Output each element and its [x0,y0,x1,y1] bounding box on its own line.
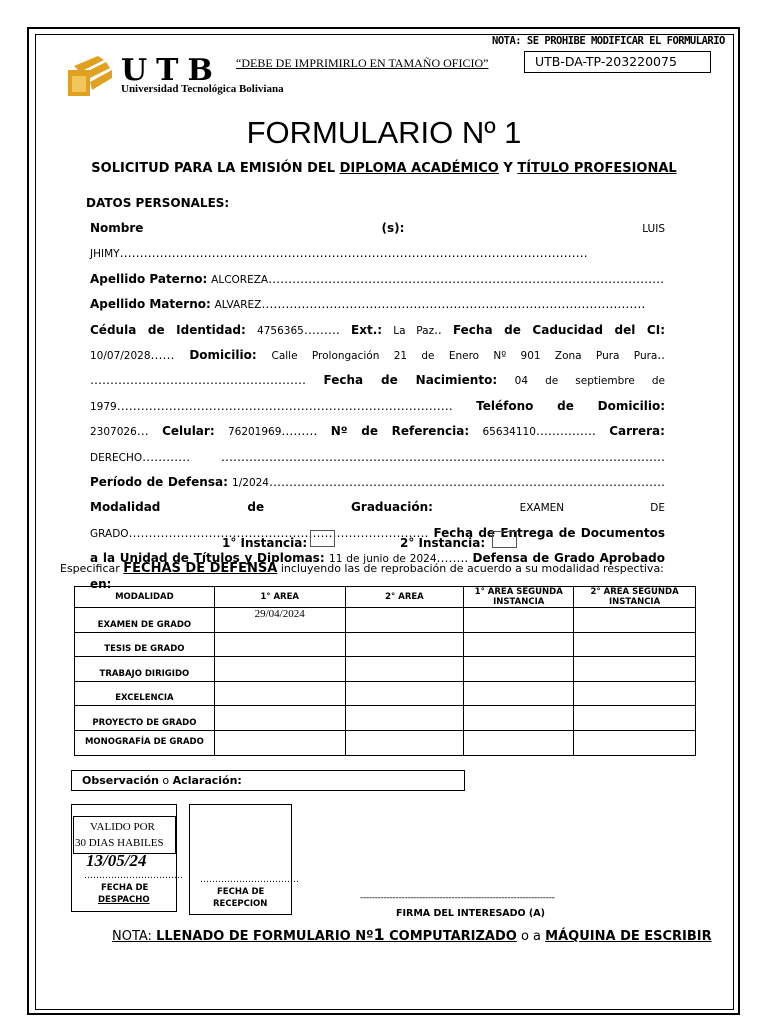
row-modalidad: TESIS DE GRADO [75,632,215,657]
row-modalidad: PROYECTO DE GRADO [75,706,215,731]
carrera-value: DERECHO [90,451,143,464]
caducidad-value: 10/07/2028 [90,350,151,363]
row-modalidad: TRABAJO DIRIGIDO [75,657,215,682]
header-modalidad: MODALIDAD [75,587,215,608]
modalidad-value: EXAMEN DE GRADO [90,502,665,540]
header-area2: 2° AREA [345,587,464,608]
area2-second-cell[interactable] [574,706,696,731]
row-modalidad: MONOGRAFÍA DE GRADO [75,730,215,755]
utb-logo-icon [68,56,112,96]
caducidad-label: Fecha de Caducidad del CI: [452,322,666,337]
periodo-value: 1/2024 [232,477,269,490]
despacho-line: …………………………… [84,871,183,881]
apellido-paterno-label: Apellido Paterno: [90,271,208,286]
bottom-note-connector: o a [516,929,546,944]
subtitle-text-1: SOLICITUD PARA LA EMISIÓN DEL [91,161,340,176]
table-row [75,657,696,682]
area1-date-cell[interactable] [214,706,345,731]
carrera-label: Carrera: [609,424,665,439]
table-row [75,706,696,731]
apellido-materno-value: ALVAREZ [214,299,262,312]
header-area1: 1° AREA [214,587,345,608]
ci-value: 4756365 [257,324,304,337]
bottom-note-number: 1 [373,925,385,944]
area2-second-cell[interactable] [574,608,696,633]
area2-second-cell[interactable] [574,632,696,657]
form-code: UTB-DA-TP-203220075 [524,51,711,73]
area1-date-cell[interactable] [214,730,345,755]
celular-label: Celular: [162,424,215,439]
observation-label: Observación [82,774,159,787]
observation-connector: o [158,774,173,787]
nacimiento-label: Fecha de Nacimiento: [323,373,498,388]
ext-label: Ext.: [351,322,383,337]
stamp-date: 13/05/24 [86,851,147,870]
area2-second-cell[interactable] [574,681,696,706]
area1-second-cell[interactable] [464,608,574,633]
area1-date-cell[interactable] [214,632,345,657]
area2-date-cell[interactable] [345,608,464,633]
area2-second-cell[interactable] [574,657,696,682]
bottom-note-typewriter: MÁQUINA DE ESCRIBIR [545,929,712,944]
modalidad-label: Modalidad de Graduación: [90,500,433,515]
nacimiento-value: 04 de septiembre de 1979 [90,375,665,413]
bottom-note-computer: COMPUTARIZADO [384,929,517,944]
area1-date-cell[interactable] [214,681,345,706]
area1-second-cell[interactable] [464,706,574,731]
area1-second-cell[interactable] [464,730,574,755]
table-row [75,632,696,657]
celular-value: 76201969 [227,426,282,439]
defensa-label: Defensa de Grado Aprobado en: [90,551,665,591]
first-instance-checkbox[interactable] [310,530,335,547]
area2-date-cell[interactable] [345,730,464,755]
top-note: NOTA: SE PROHIBE MODIFICAR EL FORMULARIO [492,35,725,47]
periodo-label: Período de Defensa: [90,475,228,490]
stamp-line2: 30 DIAS HABILES [75,837,164,849]
area2-date-cell[interactable] [345,706,464,731]
nombre-label: Nombre (s): [90,221,405,235]
domicilio-label: Domicilio: [189,348,257,363]
apellido-materno-label: Apellido Materno: [90,297,211,312]
subtitle-diploma: DIPLOMA ACADÉMICO [339,161,499,176]
area2-date-cell[interactable] [345,681,464,706]
recepcion-label-1: FECHA DE [217,887,265,897]
area2-date-cell[interactable] [345,632,464,657]
signature-line: ------------------------------------------------------------------ [360,893,555,903]
specify-suffix: incluyendo las de reprobación de acuerdo a su modalidad respectiva: [277,562,664,575]
logo-wordmark: UTB [121,53,222,88]
header-area1-second: 1° AREA SEGUNDA INSTANCIA [464,587,574,608]
specify-instruction [60,561,664,576]
personal-data-block: Nombre (s): LUIS JHIMY……………………………………………………………………………………………………… Apellido Paterno: ALCOREZA……………………………………………………………………………………… Apellido Materno: ALVAREZ…………………………………………………………………………………… Cédula de Identidad: 4756365……… Ext.: La Paz.. Fecha de Caducidad del CI: 10/07/2028…… Domicilio: Calle Prolongación 21 de Enero Nº 901 Zona Pura Pura.. ……………………………………………… Fecha de Nacimiento: 04 de septiembre de 1979………………………………………………………………………… Teléfono de Domicilio: 2307026… Celular: 76201969……… Nº de Referencia: 65634110…………… Carrera: DERECHO………… ………………………………………………………………………………………………… Período de Defensa: 1/2024……………………………………………………………………………………… Modalidad de Graduación: EXAMEN DE GRADO………………………………………………………………… Fecha de Entrega de Documentos a la Unidad de Títulos y Diplomas: 11 de junio de 2024…….. Defensa de Grado Aprobado en: [90,221,666,591]
bottom-note [112,925,735,944]
header-area2-second: 2° AREA SEGUNDA INSTANCIA [574,587,696,608]
second-instance-checkbox[interactable] [492,531,517,548]
subtitle-text-2: Y [498,161,518,176]
telefono-value: 2307026 [90,426,137,439]
recepcion-label-2: RECEPCION [213,899,268,909]
area1-second-cell[interactable] [464,632,574,657]
area1-second-cell[interactable] [464,681,574,706]
apellido-paterno-value: ALCOREZA [211,273,269,286]
area2-date-cell[interactable] [345,657,464,682]
university-name: Universidad Tecnológica Boliviana [121,83,284,95]
print-note: “DEBE DE IMPRIMIRLO EN TAMAÑO OFICIO” [236,56,489,70]
table-row [75,730,696,755]
entrega-value: 11 de junio de 2024 [329,553,437,566]
observation-field[interactable] [71,770,465,791]
form-subtitle [0,161,768,176]
area1-date-cell[interactable] [214,657,345,682]
area1-date-cell[interactable]: 29/04/2024 [214,608,345,633]
first-instance-label: 1° Instancia: [222,536,308,550]
telefono-label: Teléfono de Domicilio: [476,398,665,413]
area1-second-cell[interactable] [464,657,574,682]
defense-dates-table [74,586,696,756]
ext-value: La Paz [393,324,435,337]
entrega-label: Fecha de Entrega de Documentos a la Unidad de Títulos y Diplomas: [90,525,665,566]
table-row [75,608,696,633]
signature-label: FIRMA DEL INTERESADO (A) [396,908,545,919]
second-instance-label: 2° Instancia: [400,536,486,550]
table-header-row [75,587,696,608]
nombre-value: LUIS JHIMY [90,223,665,261]
clarification-label: Aclaración: [172,774,242,787]
specify-emphasis: FECHAS DE DEFENSA [123,561,278,576]
domicilio-value: Calle Prolongación 21 de Enero Nº 901 Zona Pura Pura [271,350,658,363]
referencia-value: 65634110 [482,426,536,439]
section-heading: DATOS PERSONALES: [86,196,230,210]
bottom-note-fill: LLENADO DE FORMULARIO Nº [156,929,374,944]
stamp-line1: VALIDO POR [90,821,155,833]
area2-second-cell[interactable] [574,730,696,755]
bottom-note-prefix: NOTA: [112,929,157,944]
row-modalidad: EXAMEN DE GRADO [75,608,215,633]
despacho-label-2: DESPACHO [98,895,150,905]
table-row [75,681,696,706]
specify-prefix: Especificar [60,562,124,575]
referencia-label: Nº de Referencia: [330,424,470,439]
despacho-label-1: FECHA DE [101,883,149,893]
page-title: FORMULARIO Nº 1 [246,115,522,150]
ci-label: Cédula de Identidad: [90,322,246,337]
recepcion-line: …………………………… [200,875,299,885]
row-modalidad: EXCELENCIA [75,681,215,706]
subtitle-titulo: TÍTULO PROFESIONAL [517,161,677,176]
